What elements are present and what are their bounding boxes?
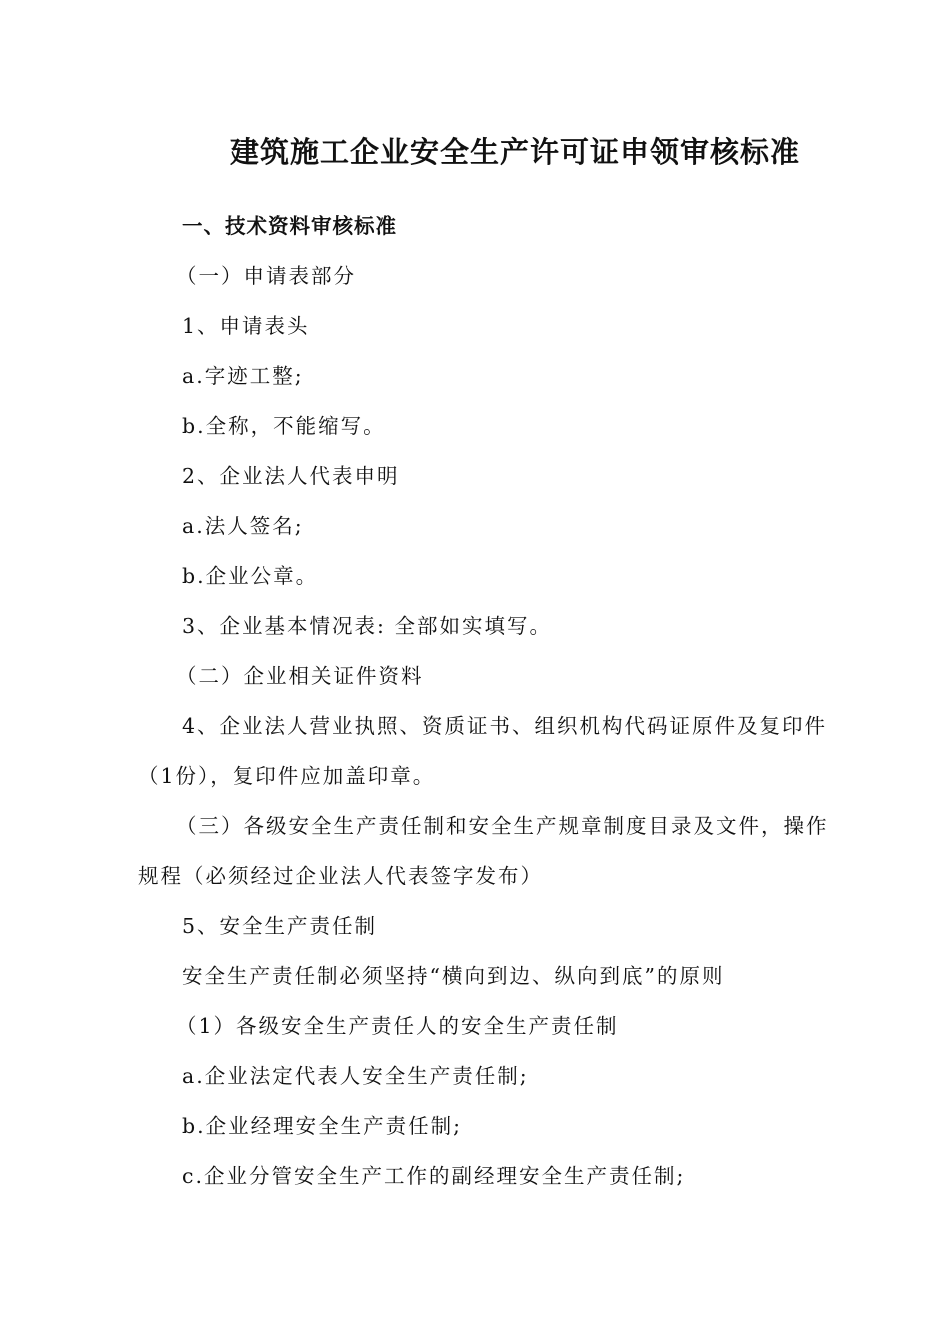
list-item: a.法人签名; bbox=[182, 514, 304, 538]
paragraph-continuation: 规程（必须经过企业法人代表签字发布） bbox=[138, 864, 543, 888]
list-item: a.字迹工整; bbox=[182, 364, 304, 388]
item-heading: 2、企业法人代表申明 bbox=[182, 464, 400, 488]
list-item: c.企业分管安全生产工作的副经理安全生产责任制; bbox=[182, 1164, 686, 1188]
list-item: b.全称，不能缩写。 bbox=[182, 414, 386, 438]
item-heading: 3、企业基本情况表: 全部如实填写。 bbox=[182, 614, 552, 638]
item-heading: 1、申请表头 bbox=[182, 314, 310, 338]
item-heading: 4、企业法人营业执照、资质证书、组织机构代码证原件及复印件 bbox=[182, 714, 828, 738]
item-heading: 5、安全生产责任制 bbox=[182, 914, 378, 938]
subsection-heading: （二）企业相关证件资料 bbox=[176, 664, 424, 688]
list-item: b.企业经理安全生产责任制; bbox=[182, 1114, 463, 1138]
section-heading: 一、技术资料审核标准 bbox=[182, 214, 397, 238]
subsection-heading: （三）各级安全生产责任制和安全生产规章制度目录及文件，操作 bbox=[176, 814, 829, 838]
list-item: a.企业法定代表人安全生产责任制; bbox=[182, 1064, 529, 1088]
list-item: b.企业公章。 bbox=[182, 564, 319, 588]
subsection-heading: （1）各级安全生产责任人的安全生产责任制 bbox=[176, 1014, 619, 1038]
document-title: 建筑施工企业安全生产许可证申领审核标准 bbox=[229, 135, 800, 169]
paragraph-continuation: （1份），复印件应加盖印章。 bbox=[138, 764, 436, 788]
subsection-heading: （一）申请表部分 bbox=[176, 264, 356, 288]
paragraph: 安全生产责任制必须坚持“横向到边、纵向到底”的原则 bbox=[182, 964, 725, 988]
